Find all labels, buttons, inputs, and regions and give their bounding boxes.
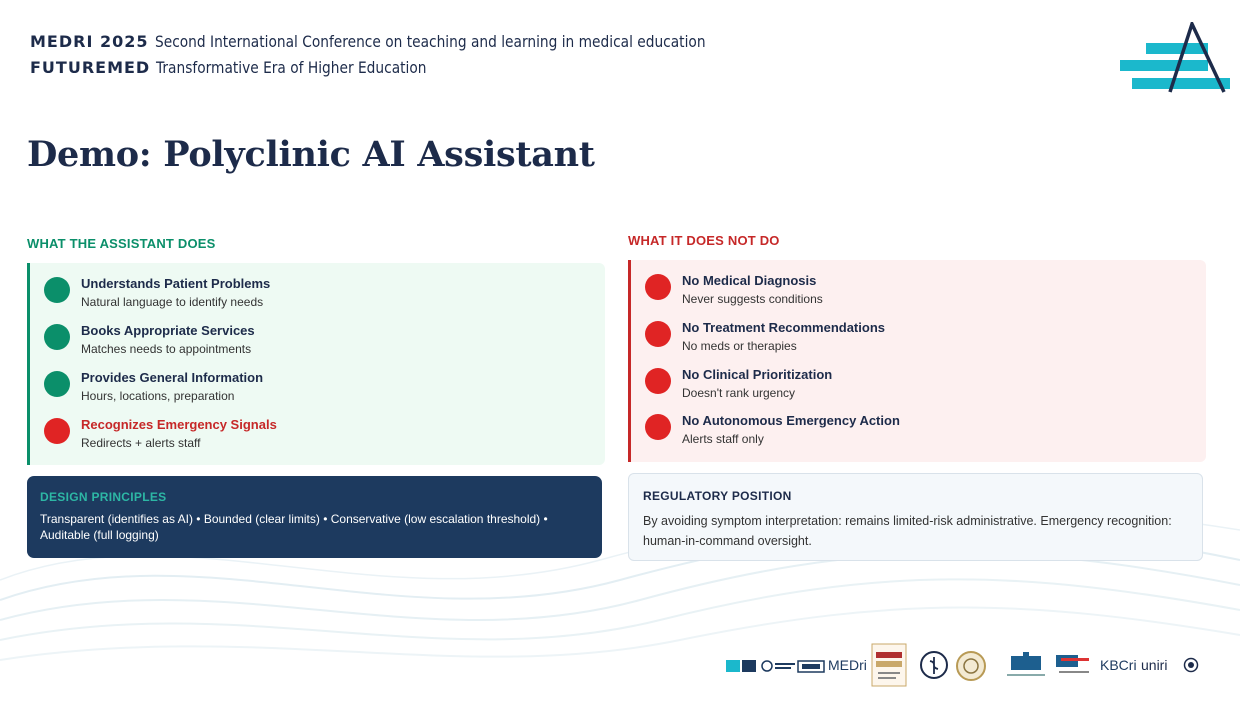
green-dot-icon — [44, 371, 70, 397]
futuremed-brand: FUTUREMED — [30, 58, 151, 77]
partner-logo-3-icon — [797, 658, 825, 674]
item-subtitle: Alerts staff only — [682, 432, 764, 446]
does-not-panel — [628, 260, 1206, 462]
partner-logo-2-icon — [761, 658, 795, 674]
medri-brand: MEDRI 2025 — [30, 32, 149, 51]
red-dot-icon — [645, 414, 671, 440]
item-title: No Medical Diagnosis — [682, 273, 817, 288]
futuremed-tagline: Transformative Era of Higher Education — [156, 58, 427, 77]
item-subtitle: Doesn't rank urgency — [682, 386, 796, 400]
kbcri-logo-text: KBCri — [1100, 657, 1137, 673]
institution-building-icon — [1003, 650, 1049, 680]
sum-logo-icon — [1055, 653, 1091, 679]
university-seal-icon — [955, 650, 987, 682]
uniri-logo-text: uniri — [1141, 657, 1168, 673]
caduceus-seal-icon — [919, 650, 949, 680]
design-principles-box — [27, 476, 602, 558]
header-line-1 — [30, 32, 795, 58]
does-panel — [27, 263, 605, 465]
header-line-2 — [30, 58, 795, 84]
item-title: No Treatment Recommendations — [682, 320, 885, 335]
medri-logo-text: MEDri — [828, 657, 867, 673]
red-dot-icon — [645, 274, 671, 300]
item-title: No Autonomous Emergency Action — [682, 413, 900, 428]
design-principles-text: Transparent (identifies as AI) • Bounded (clear limits) • Conservative (low escalation threshold) • Auditable (full logging) — [40, 512, 548, 542]
medri-med-badge-icon — [870, 642, 908, 688]
item-title: Books Appropriate Services — [81, 323, 255, 338]
item-subtitle: No meds or therapies — [682, 339, 797, 353]
item-title: No Clinical Prioritization — [682, 367, 833, 382]
item-subtitle: Hours, locations, preparation — [81, 389, 235, 403]
item-subtitle: Natural language to identify needs — [81, 295, 264, 309]
page-title: Demo: Polyclinic AI Assistant — [27, 134, 595, 175]
design-principles-title: DESIGN PRINCIPLES — [40, 490, 167, 504]
item-title: Understands Patient Problems — [81, 276, 271, 291]
conference-tagline: Second International Conference on teaching and learning in medical education — [154, 32, 706, 51]
item-title: Recognizes Emergency Signals — [81, 417, 277, 432]
red-dot-icon — [44, 418, 70, 444]
item-subtitle: Matches needs to appointments — [81, 342, 252, 356]
does-not-section-label: WHAT IT DOES NOT DO — [628, 233, 780, 248]
conference-header — [30, 32, 795, 84]
partner-logos — [725, 640, 1205, 690]
regulatory-position-box — [628, 473, 1203, 561]
green-dot-icon — [44, 277, 70, 303]
regulatory-title: REGULATORY POSITION — [643, 489, 792, 503]
red-dot-icon — [645, 321, 671, 347]
small-seal-icon — [1183, 657, 1199, 673]
item-subtitle: Redirects + alerts staff — [81, 436, 201, 450]
partner-logo-1-icon — [725, 656, 757, 676]
red-dot-icon — [645, 368, 671, 394]
item-subtitle: Never suggests conditions — [682, 292, 823, 306]
regulatory-text: By avoiding symptom interpretation: remains limited-risk administrative. Emergency recognition: human-in-command oversight. — [643, 514, 1172, 548]
conference-logo-icon — [1120, 22, 1232, 96]
item-title: Provides General Information — [81, 370, 264, 385]
green-dot-icon — [44, 324, 70, 350]
does-section-label: WHAT THE ASSISTANT DOES — [27, 236, 216, 251]
